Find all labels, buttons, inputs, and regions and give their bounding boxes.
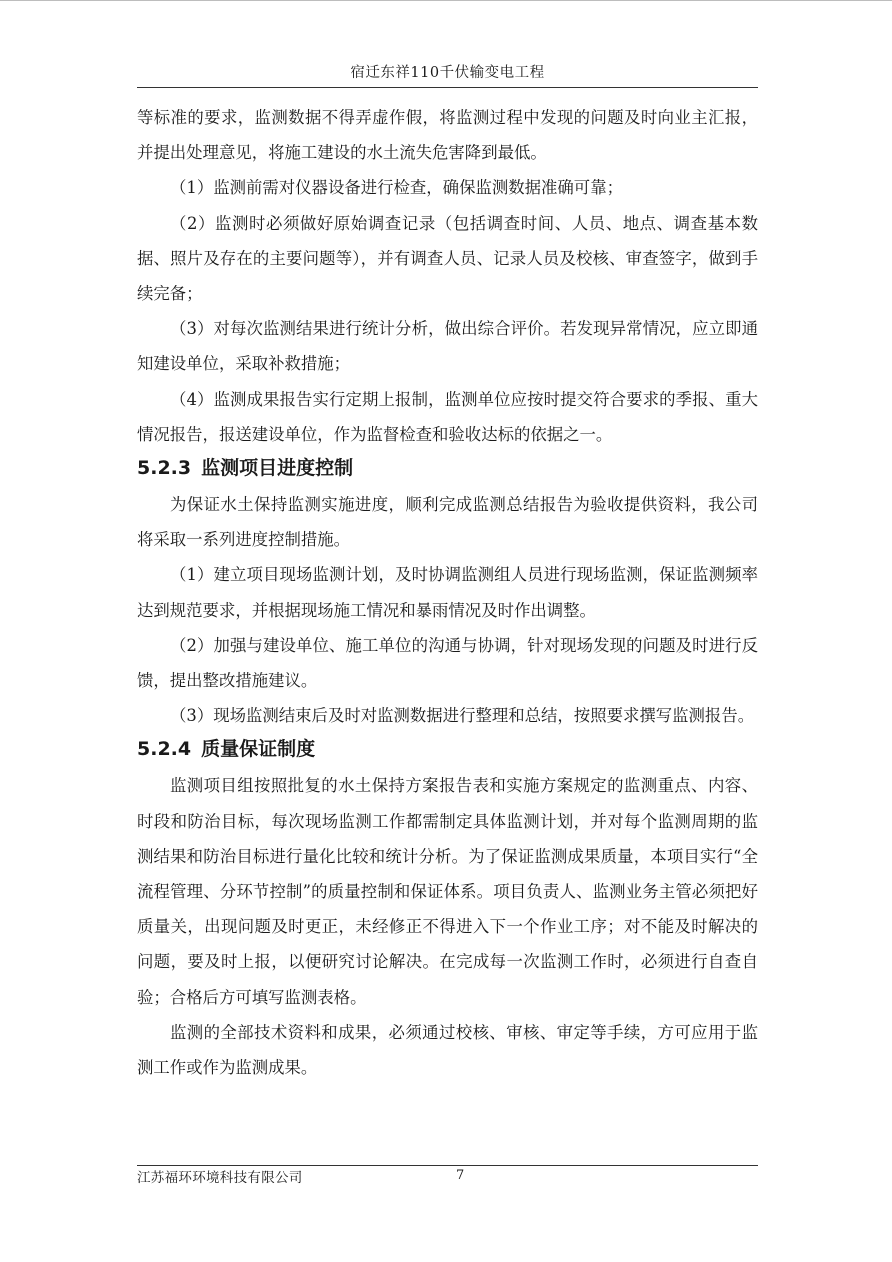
page-top-edge — [0, 0, 892, 1]
paragraph: 监测的全部技术资料和成果，必须通过校核、审核、审定等手续，方可应用于监测工作或作为监测成果。 — [137, 1022, 758, 1078]
list-item-1: （1）监测前需对仪器设备进行检查，确保监测数据准确可靠； — [170, 178, 623, 198]
section-number: 5.2.4 — [137, 738, 192, 761]
paragraph: 为保证水土保持监测实施进度，顺利完成监测总结报告为验收提供资料，我公司将采取一系列进度控制措施。 — [137, 495, 758, 550]
document-body — [137, 100, 758, 1085]
footer-divider — [137, 1165, 758, 1166]
paragraph-continued: 等标准的要求，监测数据不得弄虚作假，将监测过程中发现的问题及时向业主汇报，并提出处理意见，将施工建设的水土流失危害降到最低。 — [137, 108, 758, 163]
list-item-4: （4）监测成果报告实行定期上报制，监测单位应按时提交符合要求的季报、重大情况报告，报送建设单位，作为监督检查和验收达标的依据之一。 — [137, 389, 758, 444]
section-title: 质量保证制度 — [201, 738, 316, 761]
section-number: 5.2.3 — [137, 457, 192, 480]
section-heading-5-2-3 — [137, 457, 758, 479]
list-item-2: （2）加强与建设单位、施工单位的沟通与协调，针对现场发现的问题及时进行反馈，提出整改措施建议。 — [137, 635, 758, 691]
list-item-1: （1）建立项目现场监测计划，及时协调监测组人员进行现场监测，保证监测频率达到规范要求，并根据现场施工情况和暴雨情况及时作出调整。 — [137, 565, 758, 620]
page-number: 7 — [456, 1168, 465, 1183]
header-divider — [137, 87, 758, 88]
footer-company: 江苏福环环境科技有限公司 — [137, 1170, 303, 1186]
paragraph: 监测项目组按照批复的水土保持方案报告表和实施方案规定的监测重点、内容、时段和防治目标，每次现场监测工作都需制定具体监测计划，并对每个监测周期的监测结果和防治目标进行量化比较和统计分析。为了保证监测成果质量，本项目实行“全流程管理、分环节控制”的质量控制和保证体系。项目负责人、监测业务主管必须把好质量关，出现问题及时更正，未经修正不得进入下一个作业工序；对不能及时解决的问题，要及时上报，以便研究讨论解决。在完成每一次监测工作时，必须进行自查自验；合格后方可填写监测表格。 — [137, 776, 758, 1007]
section-title: 监测项目进度控制 — [201, 457, 354, 480]
section-heading-5-2-4 — [137, 738, 758, 760]
list-item-3: （3）对每次监测结果进行统计分析，做出综合评价。若发现异常情况，应立即通知建设单位，采取补救措施； — [137, 319, 758, 374]
list-item-3: （3）现场监测结束后及时对监测数据进行整理和总结，按照要求撰写监测报告。 — [170, 706, 755, 726]
running-header: 宿迁东祥110千伏输变电工程 — [350, 65, 545, 81]
list-item-2: （2）监测时必须做好原始调查记录（包括调查时间、人员、地点、调查基本数据、照片及存在的主要问题等），并有调查人员、记录人员及校核、审查签字，做到手续完备； — [137, 213, 758, 304]
